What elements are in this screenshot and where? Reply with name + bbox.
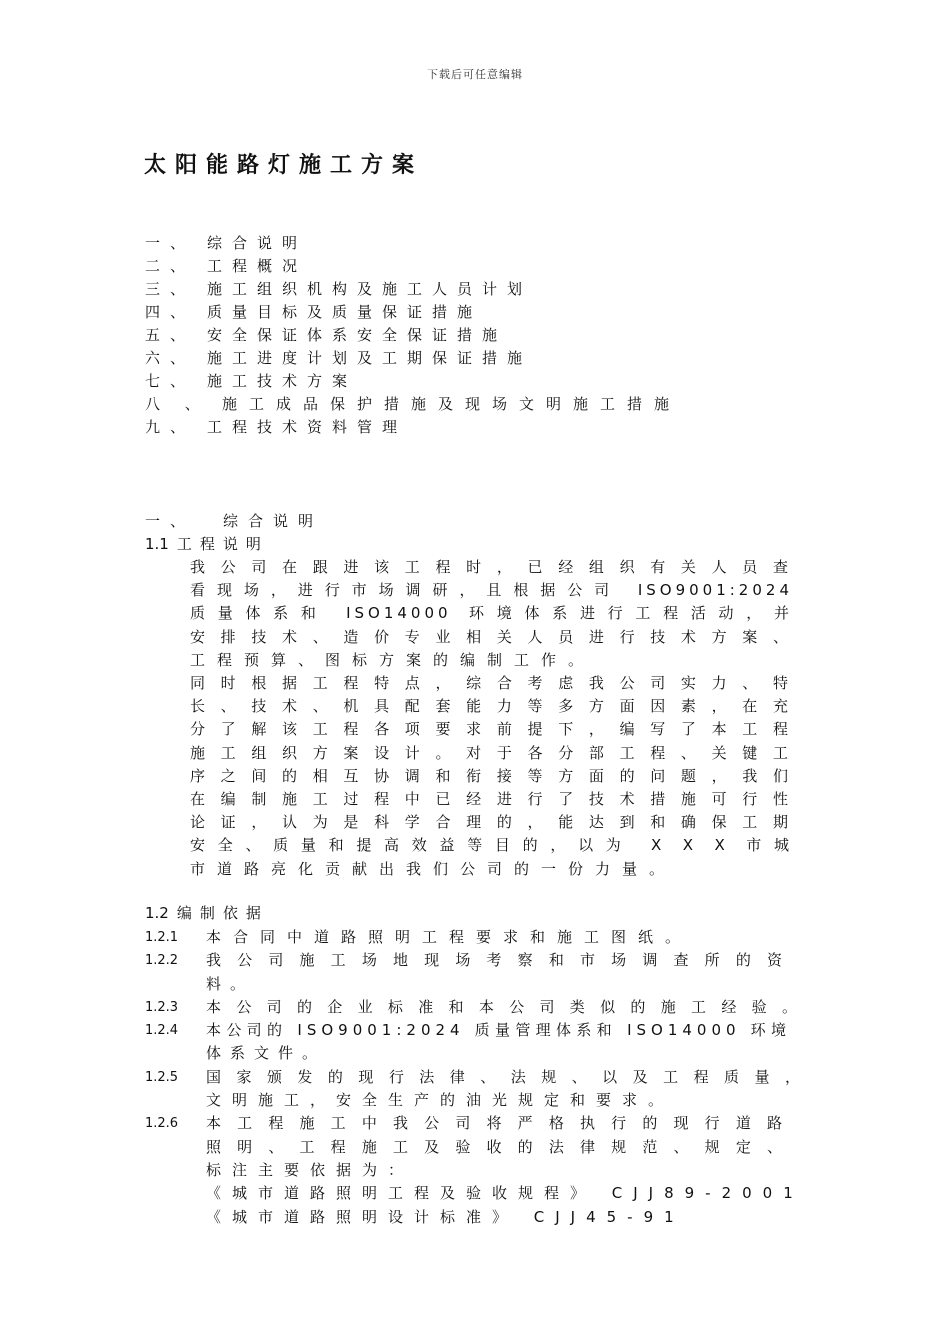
toc-item-number: 五、 xyxy=(145,326,196,344)
subsection-heading xyxy=(145,902,809,926)
toc-item xyxy=(145,416,681,439)
table-of-contents xyxy=(145,232,681,439)
basis-item-text: 本公司的 ISO9001:2024 质量管理体系和 ISO14000 环境 xyxy=(206,1021,791,1040)
toc-item-number: 三、 xyxy=(145,280,196,298)
subsection-number: 1.2 xyxy=(145,904,169,922)
subsection-heading xyxy=(145,533,323,556)
toc-item-number: 九、 xyxy=(145,418,196,436)
toc-item xyxy=(145,232,681,255)
toc-item xyxy=(145,370,681,393)
basis-item xyxy=(145,926,809,949)
toc-item-number: 七、 xyxy=(145,372,196,390)
paragraph-line: 质量体系和 ISO14000 环境体系进行工程活动，并 xyxy=(190,604,793,623)
paragraph-line: 分了解该工程各项要求前提下，编写了本工程 xyxy=(190,720,793,739)
paragraph-line: 同时根据工程特点，综合考虑我公司实力、特 xyxy=(190,674,793,692)
toc-item xyxy=(145,255,681,278)
basis-item-text: 料。 xyxy=(206,974,255,993)
toc-item-text: 施工成品保护措施及现场文明施工措施 xyxy=(222,395,682,413)
paragraph-organization-design xyxy=(190,672,793,881)
basis-item-text: 国家颁发的现行法律、法规、以及工程质量， xyxy=(206,1067,809,1086)
compilation-basis xyxy=(145,902,809,1229)
basis-item-number: 1.2.3 xyxy=(145,999,179,1015)
basis-item-text: 本公司的企业标准和本公司类似的施工经验。 xyxy=(206,997,806,1016)
paragraph-line: 施工组织方案设计。对于各分部工程、关键工 xyxy=(190,743,793,762)
basis-item xyxy=(145,1112,809,1228)
basis-item-text: 本合同中道路照明工程要求和施工图纸。 xyxy=(206,928,693,946)
toc-item xyxy=(145,278,681,301)
paragraph-line: 在编制施工过程中已经进行了技术措施可行性 xyxy=(190,789,793,808)
toc-item-text: 质量目标及质量保证措施 xyxy=(207,303,483,321)
toc-item-number: 六、 xyxy=(145,349,196,367)
paragraph-line: 市道路亮化贡献出我们公司的一份力量。 xyxy=(190,859,677,878)
paragraph-line: 看现场，进行市场调研，且根据公司 ISO9001:2024 xyxy=(190,581,793,600)
subsection-number: 1.1 xyxy=(145,535,169,553)
document-title: 太阳能路灯施工方案 xyxy=(144,153,424,178)
toc-item-text: 综合说明 xyxy=(207,234,308,252)
paragraph-line: 长、技术、机具配套能力等多方面因素，在充 xyxy=(190,697,793,716)
basis-item xyxy=(145,1019,809,1066)
toc-item xyxy=(145,324,681,347)
standard-reference: 《城市道路照明设计标准》 CJJ45-91 xyxy=(206,1207,685,1226)
toc-item xyxy=(145,393,681,416)
basis-item-text: 我公司施工场地现场考察和市场调查所的资 xyxy=(206,951,791,970)
basis-item xyxy=(145,1066,809,1113)
toc-item xyxy=(145,347,681,370)
toc-item xyxy=(145,301,681,324)
toc-item-number: 八 、 xyxy=(145,395,210,413)
toc-item-text: 施工组织机构及施工人员计划 xyxy=(207,280,533,298)
toc-item-number: 四、 xyxy=(145,303,196,321)
basis-item-number: 1.2.4 xyxy=(145,1023,179,1039)
paragraph-line: 安全、质量和提高效益等目的，以为 X X X 市城 xyxy=(190,836,793,855)
toc-item-number: 二、 xyxy=(145,257,196,275)
paragraph-engineering-description xyxy=(190,556,793,672)
section-overview xyxy=(145,510,323,556)
section-heading-number: 一、 xyxy=(145,512,196,530)
basis-item-number: 1.2.6 xyxy=(145,1116,179,1132)
toc-item-text: 工程技术资料管理 xyxy=(207,418,408,436)
basis-item-text: 本工程施工中我公司将严格执行的现行道路 xyxy=(206,1114,791,1133)
paragraph-line: 我公司在跟进该工程时，已经组织有关人员查 xyxy=(190,558,793,576)
basis-item-text: 照明、工程施工及验收的法律规范、规定、 xyxy=(206,1137,791,1156)
toc-item-text: 工程概况 xyxy=(207,257,308,275)
basis-item xyxy=(145,996,809,1019)
basis-item-number: 1.2.2 xyxy=(145,953,179,969)
basis-item-text: 体系文件。 xyxy=(206,1044,327,1063)
basis-item-text: 标注主要依据为： xyxy=(206,1160,415,1179)
toc-item-text: 施工进度计划及工期保证措施 xyxy=(207,349,533,367)
subsection-title: 编制依据 xyxy=(176,904,269,922)
standard-reference: 《城市道路照明工程及验收规程》 CJJ89-2001 xyxy=(206,1184,804,1203)
toc-item-text: 安全保证体系安全保证措施 xyxy=(207,326,508,344)
toc-item-number: 一、 xyxy=(145,234,196,252)
basis-item xyxy=(145,949,809,996)
basis-item-text: 文明施工，安全生产的油光规定和要求。 xyxy=(206,1091,675,1110)
section-heading-text: 综合说明 xyxy=(223,512,324,530)
header-note: 下载后可任意编辑 xyxy=(427,68,523,81)
paragraph-line: 工程预算、图标方案的编制工作。 xyxy=(190,650,596,669)
basis-item-number: 1.2.1 xyxy=(145,930,179,945)
basis-item-number: 1.2.5 xyxy=(145,1069,179,1085)
toc-item-text: 施工技术方案 xyxy=(207,372,358,390)
section-heading xyxy=(145,510,323,533)
paragraph-line: 序之间的相互协调和衔接等方面的问题，我们 xyxy=(190,766,793,785)
paragraph-line: 论证，认为是科学合理的，能达到和确保工期 xyxy=(190,813,793,832)
subsection-title: 工程说明 xyxy=(176,535,269,553)
paragraph-line: 安排技术、造价专业相关人员进行技术方案、 xyxy=(190,627,793,646)
